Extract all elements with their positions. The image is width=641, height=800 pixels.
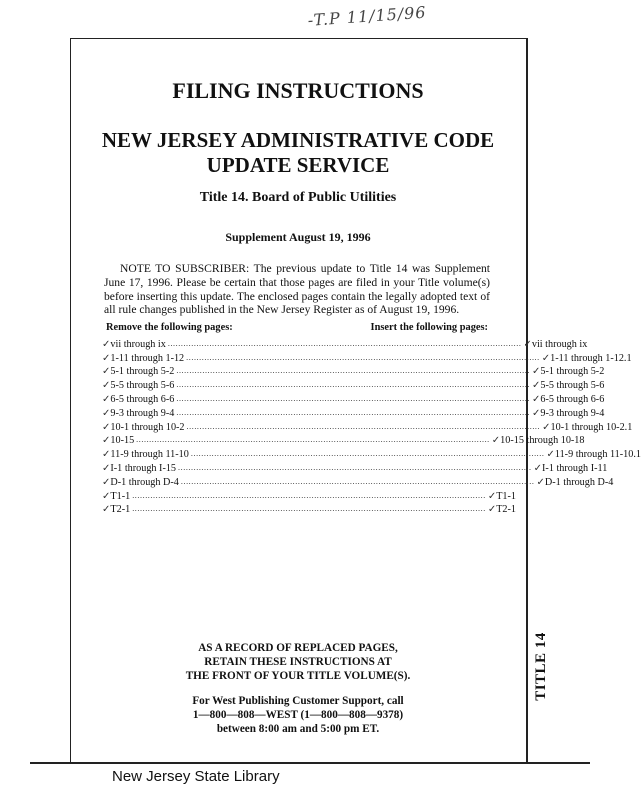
remove-pages: 10-15 <box>110 435 135 447</box>
check-mark-icon: ✓ <box>546 449 555 461</box>
insert-pages: 9-3 through 9-4 <box>540 407 605 419</box>
remove-pages: 9-3 through 9-4 <box>110 407 175 419</box>
check-mark-icon: ✓ <box>531 393 541 405</box>
subscriber-note-text: NOTE TO SUBSCRIBER: The previous update to Title 14 was Supplement June 17, 1996. Please be certain that those pages are filed in your Title volume(s) before inserting this update. The enclosed pages contain the legally adopted text of all rule changes published in the New Jersey Register as of August 19, 1996. <box>104 262 490 317</box>
remove-pages: vii through ix <box>110 338 166 350</box>
leader-dots: ........................................................................................................................................ <box>176 407 530 417</box>
remove-pages: T2-1 <box>110 504 131 516</box>
check-mark-icon: ✓ <box>102 435 111 447</box>
list-item <box>102 433 585 447</box>
column-headings <box>102 322 488 336</box>
remove-pages: 5-5 through 5-6 <box>110 380 175 392</box>
check-mark-icon: ✓ <box>102 338 111 350</box>
support-line: For West Publishing Customer Support, call <box>192 695 404 707</box>
check-mark-icon: ✓ <box>102 407 111 419</box>
check-mark-icon: ✓ <box>102 366 111 378</box>
record-line: AS A RECORD OF REPLACED PAGES, <box>198 642 398 654</box>
insert-pages: vii through ix <box>531 338 588 350</box>
check-mark-icon: ✓ <box>102 352 111 364</box>
supplement-date: Supplement August 19, 1996 <box>225 230 371 244</box>
check-mark-icon: ✓ <box>487 504 497 516</box>
check-mark-icon: ✓ <box>102 476 111 488</box>
title-side-tab <box>528 614 554 718</box>
page-title: FILING INSTRUCTIONS <box>172 78 424 103</box>
list-item <box>102 474 614 488</box>
check-mark-icon: ✓ <box>102 462 111 474</box>
check-mark-icon: ✓ <box>102 393 111 405</box>
code-title-line1: NEW JERSEY ADMINISTRATIVE CODE <box>101 128 495 152</box>
check-mark-icon: ✓ <box>102 449 111 461</box>
list-item <box>102 364 605 378</box>
handwritten-note: -T.P 11/15/96 <box>307 2 428 30</box>
support-phone: 1—800—808—WEST (1—800—808—9378) <box>192 709 404 722</box>
list-item <box>102 405 605 419</box>
remove-pages: 1-11 through 1-12 <box>110 352 185 364</box>
remove-heading: Remove the following pages: <box>106 322 233 333</box>
leader-dots: ........................................................................................................................................ <box>136 435 490 445</box>
check-mark-icon: ✓ <box>487 490 497 502</box>
check-mark-icon: ✓ <box>491 435 501 447</box>
side-tab-label: TITLE 14 <box>532 631 549 701</box>
check-mark-icon: ✓ <box>542 421 551 433</box>
insert-pages: 5-5 through 5-6 <box>540 380 605 392</box>
library-stamp: New Jersey State Library <box>112 768 280 785</box>
leader-dots: ........................................................................................................................................ <box>186 352 540 362</box>
list-item <box>102 377 605 392</box>
support-hours: between 8:00 am and 5:00 pm ET. <box>216 723 380 736</box>
remove-pages: T1-1 <box>110 490 131 502</box>
leader-dots: ........................................................................................................................................ <box>186 421 541 431</box>
insert-pages: 11-9 through 11-10.1 <box>554 449 641 461</box>
insert-pages: 6-5 through 6-6 <box>540 393 605 405</box>
code-title-line2: UPDATE SERVICE <box>206 153 390 177</box>
insert-pages: 1-11 through 1-12.1 <box>550 352 632 364</box>
list-item <box>102 350 632 364</box>
record-line: RETAIN THESE INSTRUCTIONS AT <box>204 656 392 669</box>
check-mark-icon: ✓ <box>531 366 541 378</box>
remove-pages: D-1 through D-4 <box>110 476 179 488</box>
check-mark-icon: ✓ <box>531 407 541 419</box>
list-item <box>102 336 588 350</box>
insert-pages: D-1 through D-4 <box>544 476 614 488</box>
leader-dots: ........................................................................................................................................ <box>132 504 486 514</box>
insert-pages: 5-1 through 5-2 <box>540 366 605 378</box>
check-mark-icon: ✓ <box>541 352 551 364</box>
insert-pages: T2-1 <box>496 504 517 516</box>
leader-dots: ........................................................................................................................................ <box>176 380 530 390</box>
subscriber-note <box>104 262 490 317</box>
check-mark-icon: ✓ <box>102 380 111 392</box>
insert-pages: 10-15 through 10-18 <box>500 435 585 447</box>
remove-pages: I-1 through I-15 <box>110 462 177 474</box>
insert-pages: I-1 through I-11 <box>542 462 608 474</box>
record-line: THE FRONT OF YOUR TITLE VOLUME(S). <box>185 670 411 683</box>
list-item <box>102 391 605 405</box>
insert-pages: 10-1 through 10-2.1 <box>550 421 633 433</box>
page-list <box>102 336 641 516</box>
leader-dots: ........................................................................................................................................ <box>176 393 530 403</box>
record-instructions <box>70 641 526 684</box>
check-mark-icon: ✓ <box>523 338 532 350</box>
list-item <box>102 460 608 474</box>
list-item <box>102 488 517 502</box>
customer-support <box>70 694 526 737</box>
check-mark-icon: ✓ <box>102 504 111 516</box>
leader-dots: ........................................................................................................................................ <box>167 338 522 348</box>
check-mark-icon: ✓ <box>531 380 541 392</box>
remove-pages: 10-1 through 10-2 <box>110 421 185 433</box>
check-mark-icon: ✓ <box>533 462 543 474</box>
list-item <box>102 446 641 461</box>
leader-dots: ........................................................................................................................................ <box>180 476 535 486</box>
code-title <box>70 128 526 178</box>
leader-dots: ........................................................................................................................................ <box>190 449 545 459</box>
check-mark-icon: ✓ <box>102 490 111 502</box>
leader-dots: ........................................................................................................................................ <box>176 366 530 376</box>
remove-pages: 5-1 through 5-2 <box>110 366 175 378</box>
insert-pages: T1-1 <box>496 490 517 502</box>
list-item <box>102 419 633 433</box>
insert-heading: Insert the following pages: <box>370 322 488 333</box>
leader-dots: ........................................................................................................................................ <box>132 490 486 500</box>
check-mark-icon: ✓ <box>102 421 111 433</box>
remove-pages: 11-9 through 11-10 <box>110 449 189 461</box>
remove-pages: 6-5 through 6-6 <box>110 393 175 405</box>
list-item <box>102 502 517 516</box>
title-section: Title 14. Board of Public Utilities <box>199 190 397 205</box>
check-mark-icon: ✓ <box>536 476 545 488</box>
leader-dots: ........................................................................................................................................ <box>178 462 532 472</box>
